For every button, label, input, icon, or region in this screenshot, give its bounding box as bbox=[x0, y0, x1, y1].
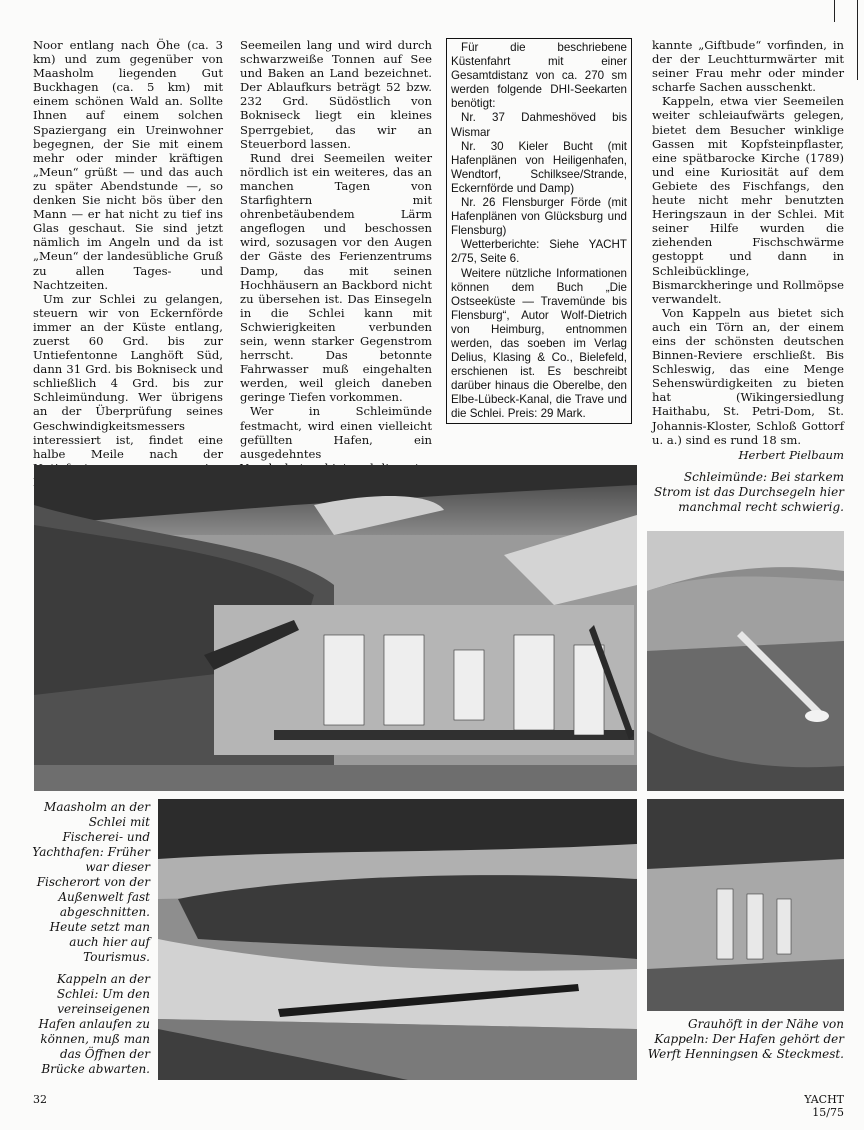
magazine-issue: YACHT 15/75 bbox=[804, 1093, 844, 1119]
info-paragraph: Weitere nützliche Informationen können dem Buch „Die Ostseeküste — Travemünde bis Flensburg“, Autor Wolf-Dietrich von Heimburg, entnommen werden, das soeben im Verlag Delius, Klasing & Co., Bielefeld, erschienen ist. Es beschreibt darüber hinaus die Oberelbe, den Elbe-Lübeck-Kanal, die Trave und die Schlei. Preis: 29 Mark. bbox=[451, 266, 627, 421]
grauhoeft-aerial-image bbox=[647, 799, 844, 1011]
caption-kappeln: Kappeln an der Schlei: Um den vereinseigenen Hafen anlaufen zu können, muß man das Öffnen der Brücke abwarten. bbox=[38, 972, 150, 1076]
paragraph: Von Kappeln aus bietet sich auch ein Törn an, der einem eins der schönsten deutschen Binnen-Reviere erschließt. Bis Schleswig, das eine Menge Sehenswürdigkeiten zu bieten hat (Wikingersiedlung Haithabu, St. Petri-Dom, St. Johannis-Kloster, Schloß Gottorf u. a.) sind es rund 18 sm. bbox=[652, 305, 844, 447]
page-number: 32 bbox=[33, 1093, 47, 1106]
paragraph: kannte „Giftbude“ vorfinden, in der der Leuchtturmwärter mit seiner Frau mehr oder minder scharfe Sachen ausschenkt. bbox=[652, 38, 844, 95]
paragraph: Wer in Schleimünde festmacht, wird einen vielleicht gefüllten Hafen, ein ausgedehntes bbox=[240, 404, 432, 461]
photo-maasholm-harbor bbox=[34, 465, 637, 791]
caption-schleimuende: Schleimünde: Bei starkem Strom ist das Durchsegeln hier manchmal recht schwierig. bbox=[653, 470, 844, 514]
chart-info-box bbox=[446, 38, 632, 424]
margin-line bbox=[857, 0, 858, 80]
photo-kappeln bbox=[158, 799, 637, 1080]
schleimuende-aerial-image bbox=[647, 531, 844, 791]
kappeln-aerial-image bbox=[158, 799, 637, 1080]
info-paragraph: Nr. 26 Flensburger Förde (mit Hafenplänen von Glücksburg und Flensburg) bbox=[451, 196, 627, 238]
harbor-aerial-image bbox=[34, 465, 637, 791]
text-column-1 bbox=[33, 38, 223, 489]
info-paragraph: Nr. 30 Kieler Bucht (mit Hafenplänen von Heiligenhafen, Wendtorf, Schilksee/Strande, Eckernförde und Damp) bbox=[451, 139, 627, 195]
paragraph: Seemeilen lang und wird durch schwarzweiße Tonnen auf See und Baken an Land bezeichnet. Der Ablaufkurs beträgt 52 bzw. 232 Grd. Südöstlich von Bokniseck liegt ein kleines Sperrgebiet, das wir an Steuerbord lassen. bbox=[240, 38, 432, 151]
info-paragraph: Für die beschriebene Küstenfahrt mit einer Gesamtdistanz von ca. 270 sm werden folgende DHI-Seekarten benötigt: bbox=[451, 41, 627, 111]
paragraph: Rund drei Seemeilen weiter nördlich ist ein weiteres, das an manchen Tagen von Starfightern mit ohrenbetäubendem Lärm angeflogen und beschossen wird, sozusagen vor den Augen der Gäste des Ferienzentrums Damp, das mit seinen Hochhäusern an Backbord nicht zu übersehen ist. Das Einsegeln in die Schlei kann mit Schwierigkeiten verbunden sein, wenn starker Gegenstrom herrscht. Das betonnte Fahrwasser muß eingehalten werden, weil gleich daneben geringe Tiefen vorkommen. bbox=[240, 150, 432, 405]
info-paragraph: Wetterberichte: Siehe YACHT 2/75, Seite 6. bbox=[451, 238, 627, 266]
caption-maasholm: Maasholm an der Schlei mit Fischerei- und Yachthafen: Früher war dieser Fischerort von der Außenwelt fast abgeschnitten. Heute setzt man auch hier auf Tourismus. bbox=[32, 800, 150, 964]
margin-line bbox=[834, 0, 835, 22]
text-column-2 bbox=[240, 38, 432, 489]
author-signature: Herbert Pielbaum bbox=[738, 447, 844, 462]
paragraph: Noor entlang nach Öhe (ca. 3 km) und zum gegenüber von Maasholm liegenden Gut Buckhagen (ca. 5 km) mit einem schönen Wald an. Sollte Ihnen auf einem solchen Spaziergang ein Ureinwohner begegnen, der Sie mit einem mehr oder minder kräftigen „Meun“ grüßt — und das auch zu später Abendstunde —, so denken Sie nicht bös über den Mann — er hat nicht zu tief ins Glas geschaut. Sie sind jetzt nämlich im Angeln und da ist „Meun“ der landesübliche Gruß zu allen Tages- und Nachtzeiten. bbox=[33, 38, 223, 292]
photo-schleimuende bbox=[647, 531, 844, 791]
paragraph: Um zur Schlei zu gelangen, steuern wir von Eckernförde immer an der Küste entlang, zuerst 60 Grd. bis zur Untiefentonne Langhöft Süd, dann 31 Grd. bis Bokniseck und schließlich 4 Grd. bis zur Schleimündung. Wer übrigens an der Überprüfung seines Geschwindigkeitsmessers interessiert ist, findet eine halbe Meile nach der bbox=[33, 291, 223, 461]
info-paragraph: Nr. 37 Dahmeshöved bis Wismar bbox=[451, 111, 627, 139]
paragraph: Kappeln, etwa vier Seemeilen weiter schleiaufwärts gelegen, bietet dem Besucher winklige Gassen mit Kopfsteinpflaster, eine spätbarocke Kirche (1789) und eine Kuriosität auf dem Gebiete des Fischfangs, den heute nicht mehr benutzten Heringszaun in der Schlei. Mit seiner Hilfe wurden die ziehenden Fischschwärme gestoppt und dann in Schleibücklinge, Bismarckheringe und Rollmöpse verwandelt. bbox=[652, 94, 844, 306]
photo-grauhoeft bbox=[647, 799, 844, 1011]
text-column-4 bbox=[652, 38, 844, 462]
caption-grauhoeft: Grauhöft in der Nähe von Kappeln: Der Hafen gehört der Werft Henningsen & Steckmest. bbox=[647, 1017, 844, 1061]
